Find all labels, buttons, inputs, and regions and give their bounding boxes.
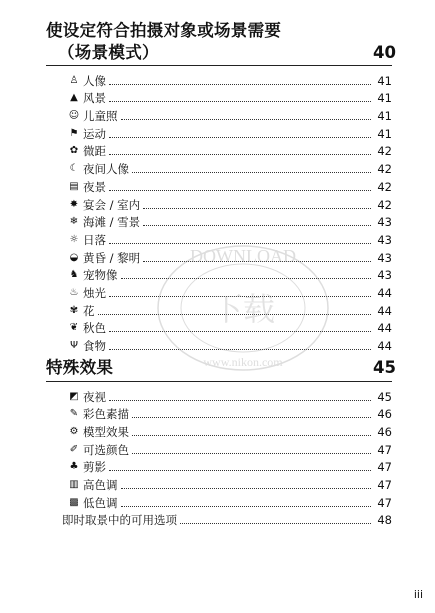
entry-page-number: 43 — [377, 215, 392, 230]
low-key-icon: ▩ — [69, 496, 79, 508]
sunset-icon: ☼ — [69, 233, 79, 245]
leader-dots — [121, 119, 372, 120]
entry-label: 宠物像 — [83, 268, 118, 283]
entry-page-number: 43 — [377, 250, 392, 265]
toc-entry-0-8[interactable] — [68, 212, 392, 230]
leader-dots — [109, 190, 371, 191]
color-sketch-icon: ✎ — [69, 408, 79, 420]
pet-portrait-icon: ♞ — [69, 269, 79, 281]
entry-page-number: 46 — [377, 407, 392, 422]
entry-page-number: 48 — [377, 512, 392, 527]
section-page-number[interactable]: 40 — [373, 43, 396, 62]
entry-page-number: 44 — [377, 339, 392, 353]
toc-entry-1-4[interactable] — [68, 457, 392, 475]
entry-page-number: 46 — [377, 425, 392, 440]
toc-entry-1-1[interactable] — [68, 404, 392, 422]
entry-label: 风景 — [83, 91, 106, 106]
leader-dots — [109, 84, 371, 85]
entry-label: 低色调 — [83, 495, 118, 510]
child-icon: ☺ — [68, 110, 80, 122]
section-title-line1: 使设定符合拍摄对象或场景需要 — [46, 21, 282, 40]
entry-page-number: 42 — [377, 162, 392, 177]
party-indoor-icon: ✸ — [69, 198, 79, 210]
toc-entry-0-2[interactable] — [68, 105, 392, 123]
leader-dots — [109, 137, 371, 138]
page-folio: iii — [413, 588, 423, 601]
entry-page-number: 44 — [377, 321, 392, 336]
entry-label: 模型效果 — [83, 425, 129, 440]
toc-entry-1-0[interactable] — [68, 386, 392, 404]
toc-entry-1-6[interactable] — [68, 492, 392, 510]
toc-entry-0-6[interactable] — [68, 176, 392, 194]
leader-dots — [109, 101, 371, 102]
entry-label: 黄昏 / 黎明 — [83, 250, 141, 265]
toc-entry-1-3[interactable] — [68, 439, 392, 457]
entry-page-number: 43 — [377, 232, 392, 247]
entry-label: 儿童照 — [83, 109, 118, 124]
food-icon: Ψ — [70, 340, 78, 351]
silhouette-icon: ♣ — [69, 461, 79, 473]
entry-page-number: 42 — [377, 197, 392, 212]
download-watermark — [148, 238, 338, 378]
special-effects-list — [68, 386, 392, 510]
entry-label: 日落 — [83, 232, 106, 247]
selective-color-icon: ✐ — [69, 443, 79, 455]
entry-page-number: 41 — [377, 73, 392, 88]
section-page-number[interactable]: 45 — [373, 358, 396, 377]
close-up-icon: ✿ — [69, 145, 79, 157]
leader-dots — [143, 208, 371, 209]
miniature-effect-icon: ⚙ — [69, 426, 79, 438]
beach-snow-icon: ❄ — [69, 216, 79, 228]
leader-dots — [143, 225, 371, 226]
leader-dots — [132, 453, 371, 454]
leader-dots — [109, 470, 371, 471]
watermark-bottom-text: www.nikon.com — [203, 355, 283, 369]
watermark-top-text: DOWNLOAD — [190, 246, 296, 266]
watermark-center-text: 下载 — [210, 290, 276, 328]
portrait-icon: ♙ — [69, 74, 79, 86]
entry-page-number: 42 — [377, 144, 392, 159]
leader-dots — [109, 400, 371, 401]
entry-label: 运动 — [83, 126, 106, 141]
section-divider — [46, 65, 392, 66]
toc-entry-0-0[interactable] — [68, 70, 392, 88]
entry-label: 即时取景中的可用选项 — [62, 512, 177, 527]
toc-entry-1-5[interactable] — [68, 474, 392, 492]
section-divider — [46, 381, 392, 382]
leader-dots — [121, 488, 372, 489]
entry-page-number: 42 — [377, 179, 392, 194]
blossom-icon: ✾ — [69, 304, 79, 316]
entry-label: 彩色素描 — [83, 407, 129, 422]
entry-label: 夜间人像 — [83, 162, 129, 177]
leader-dots — [132, 435, 371, 436]
night-portrait-icon: ☾ — [69, 163, 79, 175]
sports-icon: ⚑ — [69, 127, 79, 139]
entry-page-number: 47 — [377, 495, 392, 510]
toc-entry-0-4[interactable] — [68, 141, 392, 159]
entry-page-number: 47 — [377, 442, 392, 457]
high-key-icon: ▥ — [69, 479, 79, 491]
entry-page-number: 41 — [377, 109, 392, 124]
toc-entry-0-7[interactable] — [68, 194, 392, 212]
section-title-line2: （场景模式） — [58, 43, 159, 62]
entry-page-number: 43 — [377, 268, 392, 283]
entry-label: 宴会 / 室内 — [83, 197, 141, 212]
leader-dots — [109, 154, 371, 155]
leader-dots — [132, 172, 371, 173]
entry-label: 高色调 — [83, 478, 118, 493]
entry-page-number: 47 — [377, 460, 392, 475]
entry-label: 剪影 — [83, 460, 106, 475]
entry-page-number: 44 — [377, 303, 392, 318]
leader-dots — [121, 506, 372, 507]
entry-label: 烛光 — [83, 285, 106, 300]
toc-entry-0-3[interactable] — [68, 123, 392, 141]
autumn-colors-icon: ❦ — [69, 322, 79, 334]
candlelight-icon: ♨ — [69, 286, 79, 298]
live-view-options-entry[interactable] — [62, 509, 392, 527]
landscape-icon: ▲ — [70, 92, 78, 104]
entry-label: 食物 — [83, 339, 106, 353]
leader-dots — [180, 523, 371, 524]
toc-entry-0-1[interactable] — [68, 88, 392, 106]
section-scene-modes-heading — [46, 20, 396, 64]
entry-page-number: 44 — [377, 285, 392, 300]
toc-entry-1-2[interactable] — [68, 421, 392, 439]
night-landscape-icon: ▤ — [69, 180, 79, 192]
entry-label: 秋色 — [83, 321, 106, 336]
dusk-dawn-icon: ◒ — [69, 251, 79, 263]
entry-label: 花 — [83, 303, 95, 318]
leader-dots — [132, 417, 371, 418]
entry-label: 人像 — [83, 73, 106, 88]
entry-page-number: 45 — [377, 389, 392, 404]
entry-label: 海滩 / 雪景 — [83, 215, 141, 230]
night-vision-icon: ◩ — [69, 390, 79, 402]
entry-page-number: 41 — [377, 91, 392, 106]
entry-label: 微距 — [83, 144, 106, 159]
entry-label: 夜视 — [83, 389, 106, 404]
entry-page-number: 47 — [377, 478, 392, 493]
entry-page-number: 41 — [377, 126, 392, 141]
toc-entry-0-5[interactable] — [68, 158, 392, 176]
entry-label: 可选颜色 — [83, 442, 129, 457]
entry-label: 夜景 — [83, 179, 106, 194]
section-title: 特殊效果 — [46, 358, 114, 377]
